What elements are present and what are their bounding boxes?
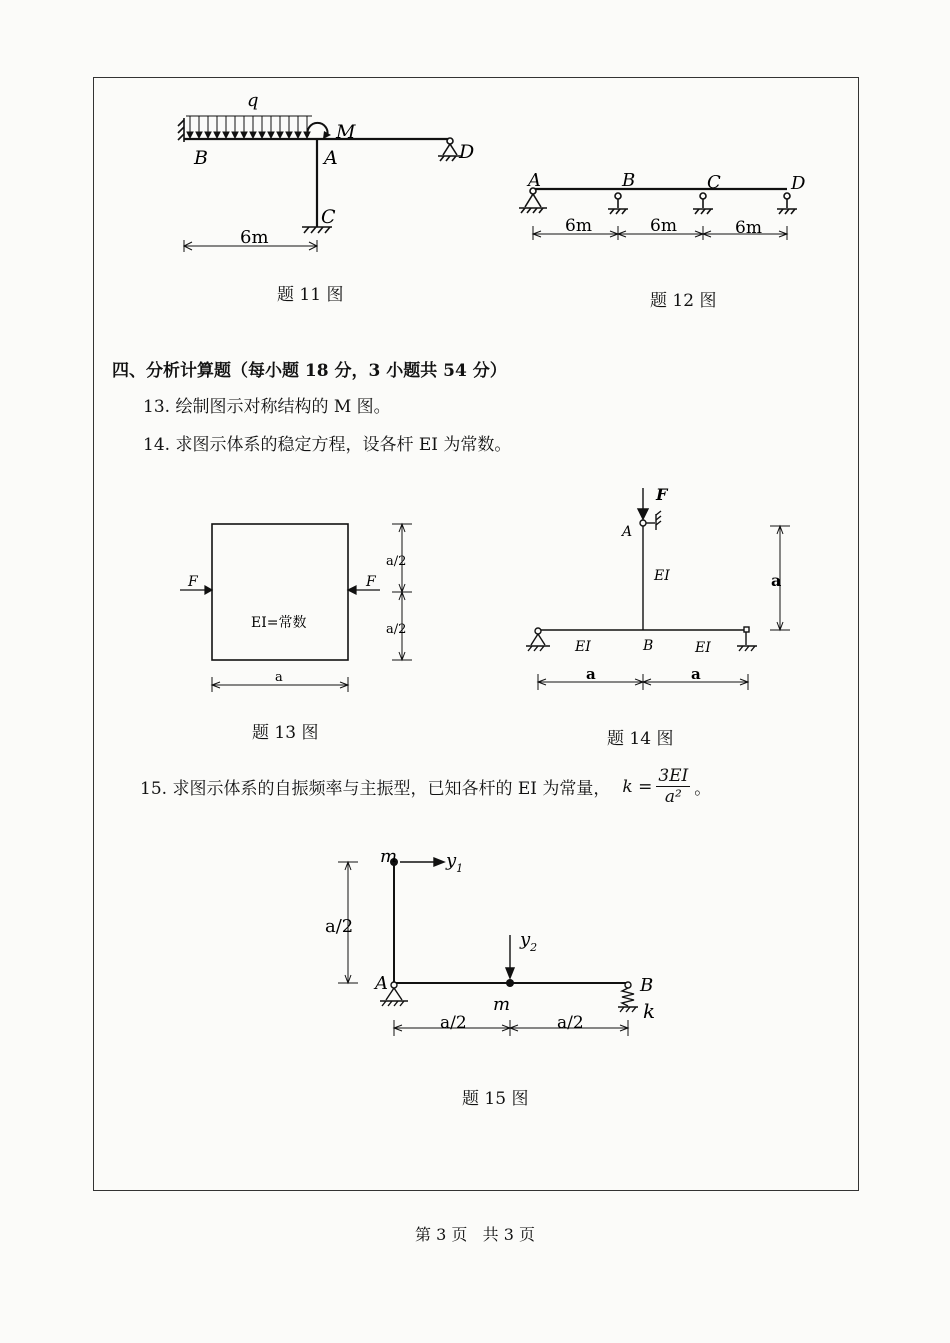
fig11-q-label: q (247, 90, 259, 111)
fig15-m-mid: m (493, 994, 511, 1015)
fig15-y1 (445, 850, 463, 875)
fig12-dim1-label: 6m (565, 216, 592, 236)
fig11-caption: 题 11 图 (277, 285, 344, 305)
fig12-dim2-label: 6m (650, 216, 677, 236)
fig12-D-label: D (791, 173, 806, 194)
fig11-D-label: D (459, 141, 475, 163)
fig15-caption: 题 15 图 (462, 1089, 529, 1109)
fig14-dim-right: a (691, 665, 701, 683)
fig15-k-label: k (643, 999, 656, 1023)
section-heading: 四、分析计算题（每小题 18 分，3 小题共 54 分） (112, 361, 507, 381)
fig12-C-label: C (707, 172, 721, 193)
question-13: 13. 绘制图示对称结构的 M 图。 (143, 397, 391, 417)
fig11-M-label: M (336, 121, 356, 143)
fig14-A-label: A (622, 524, 633, 540)
fig14-B-label: B (643, 638, 654, 654)
fig11-dim-label: 6m (240, 227, 269, 248)
fig15-y2-symbol: y (520, 929, 531, 950)
fig14-EI-left: EI (575, 639, 591, 655)
question-15-end: 。 (694, 779, 712, 799)
fig15-dim-left: a/2 (440, 1013, 467, 1033)
fig11-A-label: A (324, 147, 338, 169)
fig14-dim-height: a (771, 571, 782, 590)
fig13-dim-bottom: a/2 (386, 622, 407, 637)
k-formula-numerator: 3EI (658, 766, 689, 786)
fig14-caption: 题 14 图 (607, 729, 674, 749)
fig13-dim-top: a/2 (386, 554, 407, 569)
fig12-caption: 题 12 图 (650, 291, 717, 311)
fig15-y1-symbol: y (446, 850, 457, 871)
fig15-m-top: m (380, 846, 398, 867)
k-formula-lhs: k = (622, 776, 653, 797)
fig15-A-label: A (375, 973, 388, 994)
fig15-y1-subscript: 1 (456, 862, 464, 875)
fig15-y2 (519, 929, 537, 954)
fig13-dim-width: a (275, 670, 283, 685)
fig13-caption: 题 13 图 (252, 723, 319, 743)
fig15-B-label: B (640, 975, 654, 996)
question-14: 14. 求图示体系的稳定方程，设各杆 EI 为常数。 (143, 435, 512, 455)
fig13-F-left: F (188, 574, 198, 590)
page-number: 第 3 页 共 3 页 (415, 1225, 535, 1244)
fig15-y2-subscript: 2 (530, 941, 538, 954)
fig12-B-label: B (622, 170, 636, 191)
fig12-A-label: A (528, 170, 541, 191)
fig15-dim-right: a/2 (557, 1013, 584, 1033)
fig14-F-label: F (656, 485, 668, 504)
question-15-text: 15. 求图示体系的自振频率与主振型，已知各杆的 EI 为常量， (140, 779, 611, 799)
fig14-EI-right: EI (695, 640, 711, 656)
fig13-ei-label: EI=常数 (251, 615, 307, 631)
fig11-C-label: C (321, 206, 336, 228)
fig13-F-right: F (366, 574, 376, 590)
k-formula-denominator: a² (664, 787, 682, 807)
fig11-B-label: B (194, 147, 208, 169)
fig15-dim-height: a/2 (325, 916, 354, 937)
fig14-dim-left: a (586, 665, 596, 683)
fig12-dim3-label: 6m (735, 218, 762, 238)
fig14-EI-col: EI (654, 568, 670, 584)
